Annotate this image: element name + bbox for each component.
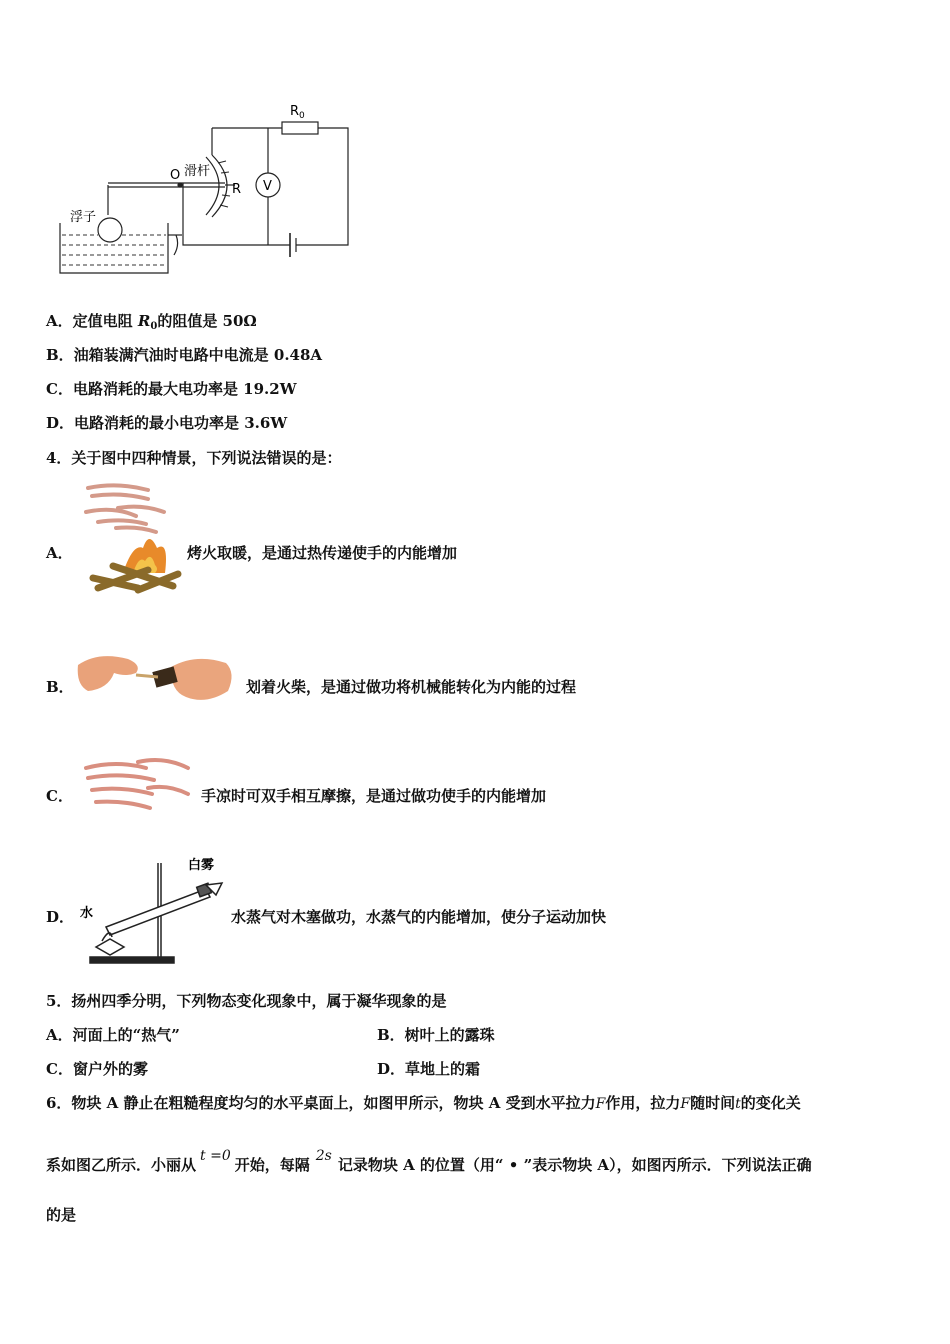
rubbing-hands-image [78,748,198,823]
steam-test-tube-image [76,855,226,967]
q4-option-b-text: 划着火柴，是通过做功将机械能转化为内能的过程 [246,678,577,696]
q6-line-2: 系如图乙所示．小丽从 t =0 开始，每隔 2s 记录物块 A 的位置（用“ • ”表示物块 A），如图丙所示．下列说法正确 [46,1148,812,1174]
q3-option-c: C．电路消耗的最大电功率是 19.2W [46,380,297,398]
q5-option-a: A．河面上的“热气” [46,1026,180,1044]
q5-option-b: B．树叶上的露珠 [377,1026,495,1044]
q4-option-d-text: 水蒸气对木塞做功，水蒸气的内能增加，使分子运动加快 [231,908,607,926]
q5-stem: 5．扬州四季分明，下列物态变化现象中，属于凝华现象的是 [46,992,447,1010]
q3-option-d: D．电路消耗的最小电功率是 3.6W [46,414,288,432]
pivot-o-label: O [170,168,181,183]
q6-line-3: 的是 [46,1206,77,1224]
rheostat-r-label: R [232,182,242,197]
q4-stem: 4．关于图中四种情景，下列说法错误的是： [46,449,342,467]
q3-option-a: A．定值电阻 $R_0$的阻值是 50Ω [46,312,257,332]
q4-option-a-text: 烤火取暖，是通过热传递使手的内能增加 [187,544,458,562]
campfire-hands-image [78,478,188,598]
q4-option-a-label: A． [46,544,73,562]
voltmeter-label: V [263,179,272,194]
r0-label: $R_0$ [290,104,305,121]
float-label: 浮子 [70,210,97,225]
slider-label: 滑杆 [184,164,211,179]
q5-option-d: D．草地上的霜 [377,1060,481,1078]
water-label: 水 [80,906,94,921]
q3-option-b: B．油箱装满汽油时电路中电流是 0.48A [46,346,323,364]
q4-option-b-label: B． [46,678,74,696]
q5-option-c: C．窗户外的雾 [46,1060,148,1078]
q4-option-c-label: C． [46,787,73,805]
q6-line-1: 6．物块 A 静止在粗糙程度均匀的水平桌面上，如图甲所示，物块 A 受到水平拉力F作用，拉力F随时间t的变化关 [46,1094,801,1112]
fog-label: 白雾 [188,858,215,873]
striking-match-image [76,645,236,705]
q4-option-c-text: 手凉时可双手相互摩擦，是通过做功使手的内能增加 [201,787,547,805]
q4-option-d-label: D． [46,908,75,926]
oil-gauge-circuit-figure [50,95,360,280]
